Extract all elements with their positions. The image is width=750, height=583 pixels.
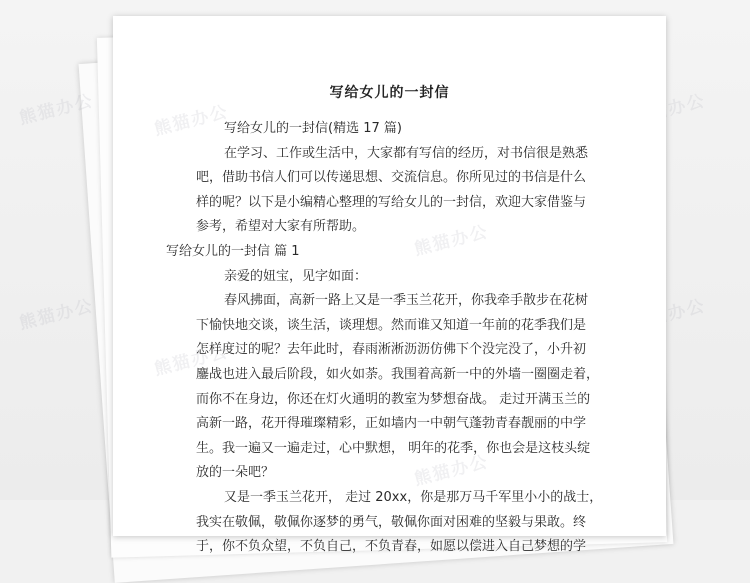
watermark-text: 熊猫办公 [412,452,491,490]
paragraph-line: 高新一路，花开得璀璨精彩，正如墙内一中朝气蓬勃青春靓丽的中学 [196,416,587,432]
watermark-text: 熊猫办公 [629,296,708,334]
paragraph-line: 生。我一遍又一遍走过，心中默想， 明年的花季，你也会是这枝头绽 [196,440,591,456]
paragraph-line: 怎样度过的呢？去年此时，春雨淅淅沥沥仿佛下个没完没了，小升初 [196,342,587,358]
section-heading: 写给女儿的一封信 篇 1 [166,243,300,259]
watermark-text: 熊猫办公 [17,91,96,129]
salutation-line: 亲爱的妞宝，见字如面： [224,268,368,284]
paragraph-line: 我实在敬佩，敬佩你逐梦的勇气，敬佩你面对困难的坚毅与果敢。终 [196,514,587,530]
paragraph-line: 春风拂面，高新一路上又是一季玉兰花开，你我牵手散步在花树 [224,293,589,309]
paragraph-line: 下愉快地交谈，谈生活，谈理想。然而谁又知道一年前的花季我们是 [196,317,587,333]
paragraph-line: 吧，借助书信人们可以传递思想、交流信息。你所见过的书信是什么 [196,170,587,186]
watermark-text: 熊猫办公 [629,91,708,129]
watermark-text: 熊猫办公 [152,342,231,380]
subtitle-line: 写给女儿的一封信(精选 17 篇) [224,121,402,136]
paragraph-line: 放的一朵吧？ [196,465,275,481]
document-title: 写给女儿的一封信 [329,85,450,101]
paragraph-line: 鏖战也进入最后阶段，如火如荼。我围着高新一中的外墙一圈圈走着， [196,366,600,382]
paragraph-line: 于，你不负众望，不负自己，不负青春，如愿以偿进入自己梦想的学 [196,539,587,555]
paragraph-line: 而你不在身边，你还在灯火通明的教室为梦想奋战。 走过开满玉兰的 [196,391,591,407]
watermark-text: 熊猫办公 [152,102,231,140]
watermark-text: 熊猫办公 [412,222,491,260]
paragraph-line: 样的呢？以下是小编精心整理的写给女儿的一封信，欢迎大家借鉴与 [196,194,587,210]
document-page [113,16,666,555]
watermark-text: 熊猫办公 [17,296,96,334]
paragraph-line: 参考，希望对大家有所帮助。 [196,219,366,235]
paragraph-line: 又是一季玉兰花开， 走过 20xx，你是那万马千军里小小的战士， [224,489,603,505]
paragraph-line: 在学习、工作或生活中，大家都有写信的经历，对书信很是熟悉 [224,145,589,161]
